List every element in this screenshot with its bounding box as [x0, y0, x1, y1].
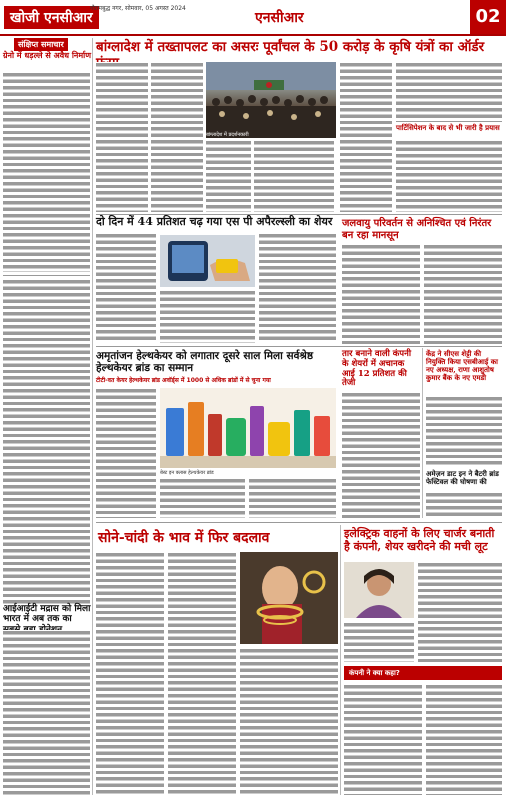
column-divider: [92, 38, 93, 795]
divider: [96, 522, 502, 523]
story-climate-headline: जलवायु परिवर्तन से अनिश्चित एवं निरंतर बन रहा मानसून: [342, 218, 492, 241]
crowd-photo: [206, 62, 336, 138]
story-gold-col1: [96, 552, 164, 795]
story-ev-col4: [426, 684, 502, 795]
story-companies-headline: तार बनाने वाली कंपनी के शेयरों में अचानक आई 12 प्रतिशत की तेजी: [342, 349, 412, 389]
dateline: गौतमबुद्ध नगर, सोमवार, 05 अगस्त 2024: [90, 5, 186, 12]
page-number: 02: [470, 0, 506, 34]
story-market-col2: [160, 290, 255, 343]
brand-logo: खोजी एनसीआर: [4, 6, 99, 29]
story-iit-madras-body: [3, 630, 90, 795]
story-gold-col2: [168, 552, 236, 795]
story-gold-col3: [240, 648, 338, 795]
brief-body: [3, 72, 90, 272]
story-ev-headline: इलेक्ट्रिक वाहनों के लिए चार्जर बनाती है कंपनी, शेयर खरीदने की मची लूट: [344, 527, 495, 553]
sidebar-box-body: [396, 140, 502, 212]
divider: [3, 275, 90, 276]
side-headline: ग्रेनो में धड़ल्ले से अवैध निर्माण: [3, 51, 92, 60]
portrait-photo: [344, 562, 414, 618]
story-health-col1: [96, 388, 156, 518]
lead-headline: बांग्लादेश में तख्तापलट का असरः पूर्वांचल के 50 करोड़ के कृषि यंत्रों का ऑर्डर फंसा: [96, 39, 485, 71]
sidebar-box-title: पार्टिसिपेशन के बाद से भी जारी है प्रयास: [396, 124, 500, 132]
story-health-col3: [249, 478, 336, 518]
lead-body-col4: [254, 140, 334, 212]
ev-subhead: कंपनी ने क्या कहा?: [349, 669, 400, 677]
column-divider: [340, 525, 341, 795]
story-market-col3: [259, 233, 336, 343]
story-iit-madras-headline: आईआईटी मद्रास को मिला भारत में अब तक का सबसे बड़ा डोनेशन: [3, 604, 91, 635]
story-ev-col2: [344, 622, 414, 662]
brief-body-2: [3, 279, 90, 604]
story-ceo-body: [426, 396, 502, 466]
story-market-col1: [96, 233, 156, 343]
lead-body-col3: [206, 140, 251, 212]
story-market-headline: दो दिन में 44 प्रतिशत चढ़ गया एस पी अपैरल्स्ली का शेयर: [96, 215, 333, 228]
ev-subhead-box: [344, 666, 502, 680]
masthead: [0, 0, 506, 36]
payment-photo: [160, 235, 255, 287]
story-health-col2: [160, 478, 245, 518]
product-caption: बेस्ट इन क्लास हेल्थकेयर ब्रांड: [160, 470, 214, 476]
story-climate-col2: [424, 244, 502, 344]
story-ev-col3: [344, 684, 422, 795]
story-climate-col1: [342, 244, 420, 344]
story-health-kicker: टीटी-वत केयर हेल्थकेयर ब्रांड अवॉर्ड्स में 1000 से अधिक ब्रांडों में से चुना गया: [96, 377, 271, 384]
story-amazon-body: [426, 492, 502, 518]
story-ceo-headline: केंद्र ने सीएस शेट्टी की नियुक्ति किया एसबीआई का नए अध्यक्ष, राणा आशुतोष कुमार बैंक के नए एमडी: [426, 349, 498, 383]
crowd-caption: बांग्लादेश में प्रदर्शनकारी: [206, 132, 249, 138]
lead-body-col6: [396, 62, 502, 122]
lead-body-col1: [96, 62, 148, 212]
lead-body-col2: [151, 62, 203, 212]
story-gold-headline: सोने-चांदी के भाव में फिर बदलाव: [98, 530, 270, 546]
divider: [96, 346, 502, 347]
brief-tag: संक्षिप्त समाचार: [14, 38, 68, 51]
story-ev-col1: [418, 562, 502, 662]
story-companies-body: [342, 392, 420, 518]
section-title: एनसीआर: [255, 10, 304, 26]
column-divider: [422, 348, 423, 518]
story-amazon-headline: अमेज़न डाट इन ने बैटरी ब्रांड फेस्टिवल की घोषणा की: [426, 469, 499, 487]
lead-body-col5: [340, 62, 392, 212]
story-health-headline: अमृतांजन हेल्थकेयर को लगातार दूसरे साल मिला सर्वश्रेष्ठ हेल्थकेयर ब्रांड का सम्मान: [96, 350, 314, 375]
product-photo: [160, 388, 336, 468]
jewellery-photo: [240, 552, 338, 644]
